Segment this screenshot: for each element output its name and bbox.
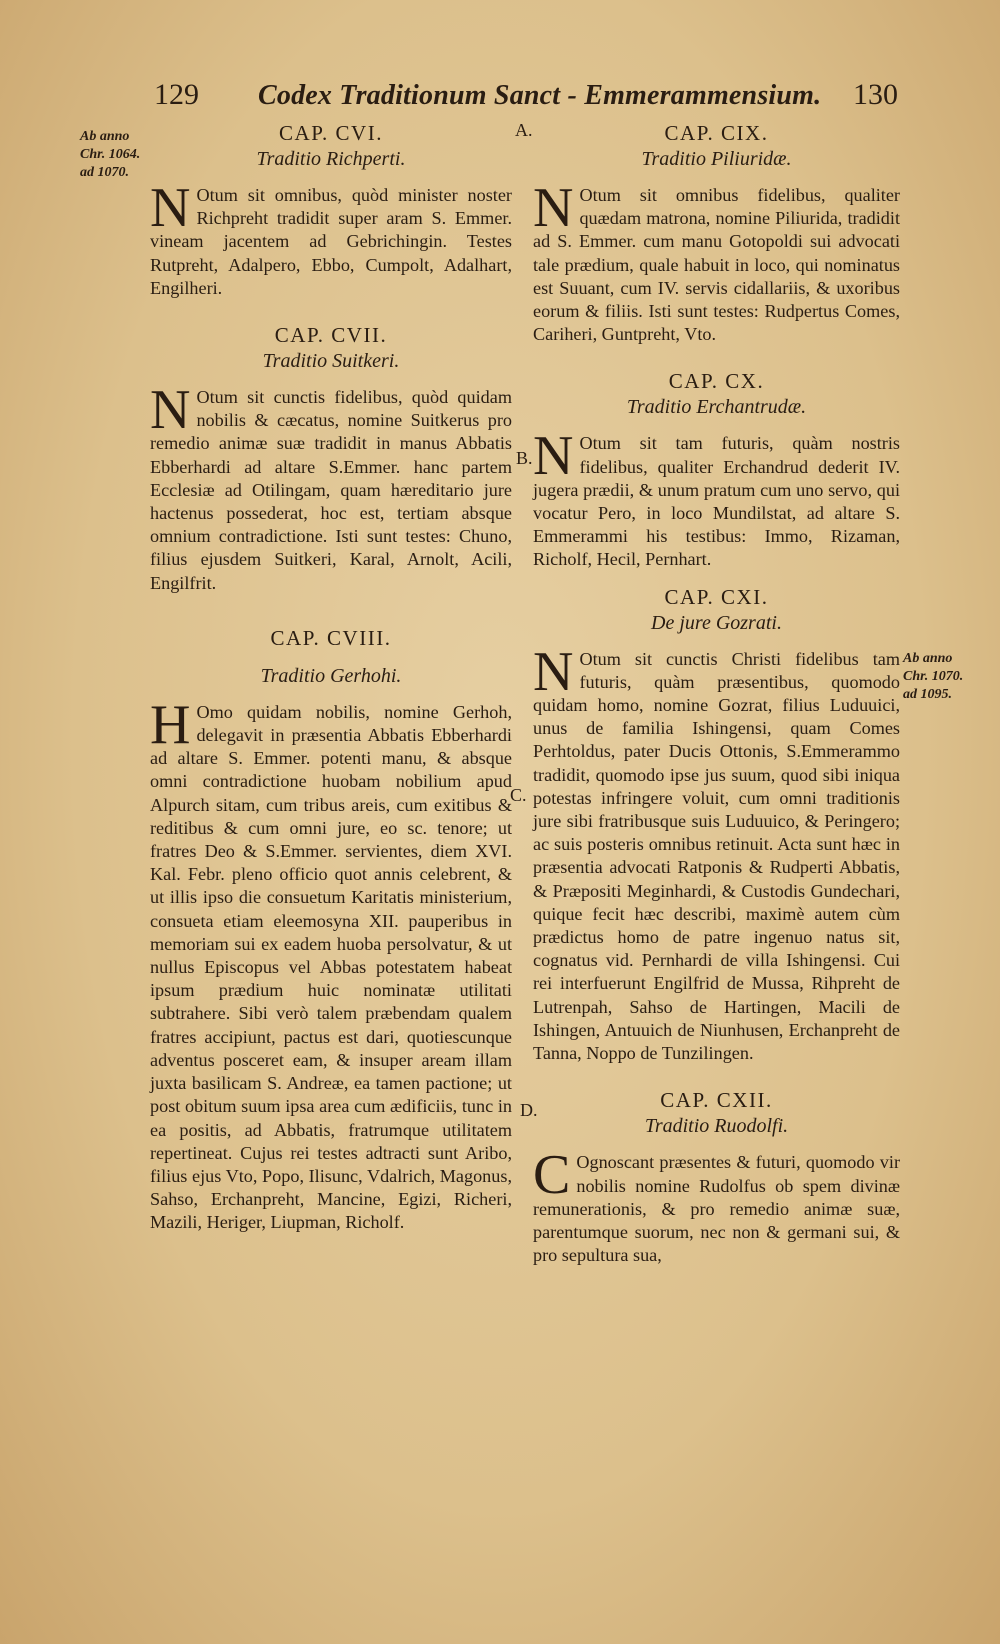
margin-note-line: ad 1095. xyxy=(903,687,952,702)
section-marker-a: A. xyxy=(515,120,533,140)
chapter-111 xyxy=(533,584,900,1066)
right-column xyxy=(533,120,900,1267)
chapter-text xyxy=(150,177,512,300)
chapter-title: Traditio Gerhohi. xyxy=(260,664,402,687)
section-marker-b: B. xyxy=(516,448,533,468)
chapter-body: Omo quidam nobilis, nomine Gerhoh, delegavit in præsentia Abbatis Ebberhardi ad altare S. Emmer. potenti manu, & absque omni contradictione huobam nobilium apud Alpurch sitam, cum tribus areis, cum exitibus & reditibus & cum omni jure, eo sc. tenore; ut fratres Deo & S.Emmer. servientes, diem XVI. Kal. Febr. pleno officio quot annis celebrent, & ut illis ipso die consuetum Karitatis ministerium, consueta etiam eleemosyna XII. pauperibus in memoriam sui ex eadem huoba persolvatur, & ut nullus Episcopus vel Abbas potestatem habeat ipsum prædium huic nominatæ utilitati subtrahere. Sibi verò talem præbendam qualem fratres accipiunt, pactus est dari, quotiescunque adventus posceret eam, & insuper aream illam juxta basilicam S. Andreæ, ea tamen pactione; ut post obitum suum ipsa area cum ædificiis, tunc in ea positis, ad Abbatis, fratrumque utilitatem repertineat. Cujus rei testes adtracti sunt Aribo, filius ejus Vto, Popo, Ilisunc, Vdalrich, Magonus, Sahso, Erchanpreht, Mancine, Egizi, Richeri, Mazili, Heriger, Liupman, Richolf. xyxy=(150,701,512,1233)
chapter-heading: CAP. CVII. xyxy=(274,323,388,348)
chapter-title: Traditio Ruodolfi. xyxy=(644,1115,789,1138)
chapter-body: Otum sit tam futuris, quàm nostris fidelibus, qualiter Erchandrud dederit IV. jugera prædii, & unum pratum cum uno servo, qui vocatur Pero, in loco Mundilstat, ad altare S. Emmerammi his testibus: Immo, Rizaman, Richolf, Hecil, Pernhart. xyxy=(533,433,900,570)
page-number-right: 130 xyxy=(853,78,898,111)
drop-cap: N xyxy=(533,425,574,488)
margin-note-line: Ab anno xyxy=(80,129,130,144)
margin-note-line: ad 1070. xyxy=(80,165,129,180)
chapter-text xyxy=(533,640,900,1066)
drop-cap: C xyxy=(533,1144,571,1207)
drop-cap: N xyxy=(533,640,574,703)
chapter-106 xyxy=(150,120,512,300)
margin-note-line: Chr. 1070. xyxy=(903,669,964,684)
chapter-title: De jure Gozrati. xyxy=(651,611,782,634)
left-column xyxy=(150,120,512,1235)
chapter-title: Traditio Erchantrudæ. xyxy=(626,396,807,419)
chapter-body: Otum sit omnibus fidelibus, qualiter quædam matrona, nomine Piliurida, tradidit ad S. Emmer. cum manu Gotopoldi sui advocati tale prædium, quale habuit in loco, qui nominatus est Suuant, cum IV. servis cidallariis, & uxoribus eorum & filiis. Isti sunt testes: Rudpertus Comes, Cariheri, Guntpreht, Vto. xyxy=(533,185,900,345)
chapter-body: Otum sit cunctis Christi fidelibus tam futuris, quàm præsentibus, quomodo quidam homo, nomine Gozrat, filius Luduuici, unus de familia Ishingensi, quam Comes Perhtoldus, pater Ducis Ottonis, S.Emmerammo tradidit, quomodo ipse jus suum, quod sibi iniqua potestas infringere voluit, cum omni traditionis jure sibi fratribusque suis Luduuico, & Peringero; ac suis posteris omnibus retinuit. Acta sunt hæc in præsentia advocati Ratponis & Rudperti Abbatis, & Præpositi Meginhardi, & Custodis Gundechari, quique fecit hæc describi, maximè autem cùm prædictus homo de patre ingenuo natus sit, cognatus vid. Pernhardi de villa Ishingensi. Cui rei interfuerunt Engilfrid de Mussa, Rihpreht de Lutrenpah, Sahso de Hartingen, Macili de Ishingen, Antuuich de Niunhusen, Erchanpreht de Tanna, Noppo de Tunzilingen. xyxy=(533,648,900,1064)
chapter-text xyxy=(150,379,512,595)
chapter-text xyxy=(533,1144,900,1267)
drop-cap: N xyxy=(533,177,574,239)
chapter-112 xyxy=(533,1087,900,1267)
chapter-text xyxy=(533,177,900,346)
chapter-heading: CAP. CXI. xyxy=(664,584,769,609)
chapter-title: Traditio Richperti. xyxy=(256,148,406,170)
margin-note-line: Ab anno xyxy=(903,651,953,666)
chapter-title: Traditio Piliuridæ. xyxy=(641,148,792,170)
section-marker-c: C. xyxy=(510,785,527,805)
chapter-body: Otum sit cunctis fidelibus, quòd quidam nobilis & cæcatus, nomine Suitkerus pro remedio animæ suæ tradidit in manus Abbatis Ebberhardi ad altare S.Emmer. hanc partem Ecclesiæ ad Otilingam, quam hæreditario jure hactenus possederat, hoc est, tertiam absque omnium contradictione. Isti sunt testes: Chuno, filius ejusdem Suitkeri, Karal, Arnolt, Acili, Engilfrit. xyxy=(150,387,512,593)
chapter-heading: CAP. CX. xyxy=(668,369,765,394)
chapter-110 xyxy=(533,368,900,571)
chapter-heading: CAP. CVI. xyxy=(279,121,383,145)
chapter-body: Otum sit omnibus, quòd minister noster Richpreht tradidit super aram S. Emmer. vineam jacentem ad Gebrichingin. Testes Rutpreht, Adalpero, Ebbo, Cumpolt, Adalhart, Engilheri. xyxy=(150,185,512,298)
drop-cap: N xyxy=(150,177,191,239)
margin-note-right xyxy=(903,650,963,704)
chapter-body: Ognoscant præsentes & futuri, quomodo vir nobilis nomine Rudolfus ob spem divinæ remunerationis, & pro remedio animæ suæ, parentumque suorum, nec non & germani sui, & pro sepultura sua, xyxy=(533,1152,900,1266)
chapter-heading: CAP. CXII. xyxy=(660,1088,773,1113)
chapter-heading: CAP. CIX. xyxy=(664,121,769,145)
margin-note-line: Chr. 1064. xyxy=(80,147,141,162)
drop-cap: N xyxy=(150,379,191,442)
page-header xyxy=(0,78,1000,118)
running-head: Codex Traditionum Sanct - Emmerammensium. xyxy=(258,80,822,111)
chapter-text xyxy=(150,693,512,1235)
chapter-108 xyxy=(150,625,512,1235)
margin-note-left xyxy=(80,128,140,182)
chapter-heading: CAP. CVIII. xyxy=(270,625,392,650)
chapter-title: Traditio Suitkeri. xyxy=(262,350,400,373)
chapter-text xyxy=(533,425,900,571)
drop-cap: H xyxy=(150,693,191,756)
chapter-109 xyxy=(533,120,900,346)
chapter-107 xyxy=(150,322,512,595)
section-marker-d: D. xyxy=(520,1100,538,1120)
page-number-left: 129 xyxy=(154,78,199,111)
